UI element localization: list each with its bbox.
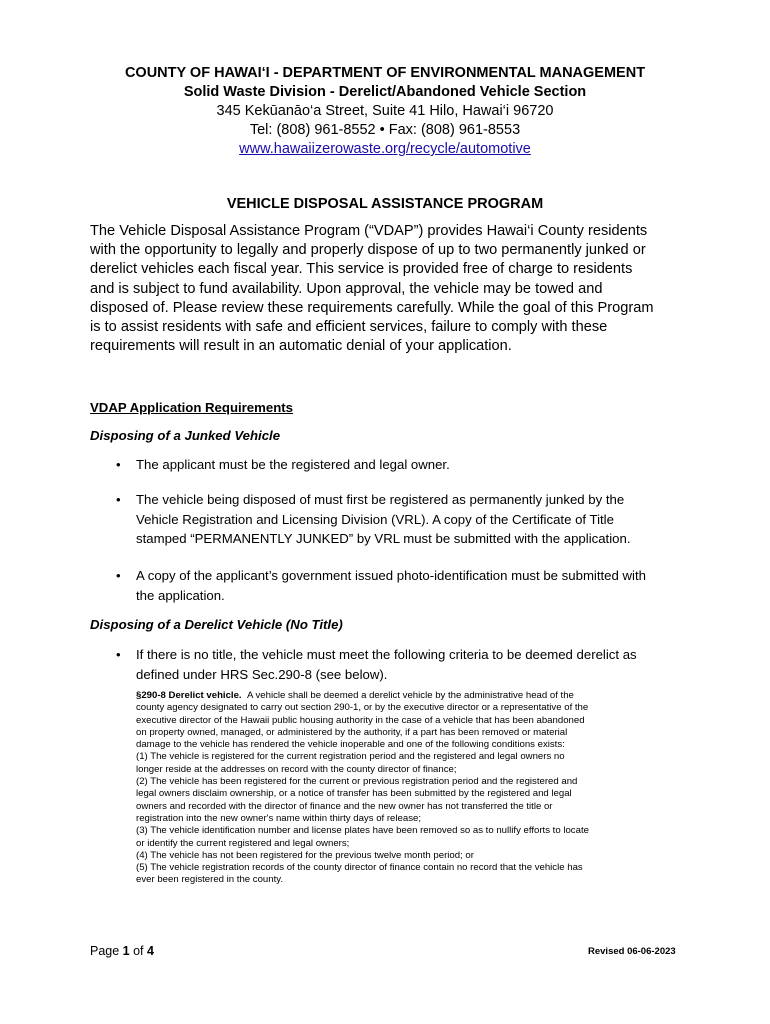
statute-line — [136, 690, 682, 702]
intro-line: requirements will result in an automatic denial of your application. — [90, 338, 512, 355]
statute-excerpt — [136, 690, 682, 887]
statute-line-text: A vehicle shall be deemed a derelict vehicle by the administrative head of the — [246, 690, 574, 701]
statute-line: owners and recorded with the director of finance and the new owner has not transferred the title or — [136, 800, 553, 812]
intro-line: derelict vehicles each fiscal year. This service is provided free of charge to residents — [90, 261, 633, 278]
website-link[interactable]: www.hawaiizerowaste.org/recycle/automotive — [239, 141, 531, 157]
intro-line: disposed of. Please review these requirements carefully. While the goal of this Program — [90, 299, 654, 316]
division-name: Solid Waste Division - Derelict/Abandoned Vehicle Section — [183, 84, 587, 100]
junked-vehicle-heading: Disposing of a Junked Vehicle — [90, 428, 281, 443]
page-total: 4 — [147, 944, 154, 958]
derelict-vehicle-heading: Disposing of a Derelict Vehicle (No Title) — [90, 617, 343, 632]
statute-line: registration into the new owner's name within thirty days of release; — [136, 812, 421, 824]
department-name: COUNTY OF HAWAI‘I - DEPARTMENT OF ENVIRONMENTAL MANAGEMENT — [124, 65, 646, 81]
page-of-label: of — [129, 944, 147, 958]
statute-line: longer reside at the addresses on record with the county director of finance; — [136, 763, 457, 775]
page-current: 1 — [122, 944, 130, 958]
bullet-line: the application. — [136, 587, 225, 603]
letterhead — [0, 64, 770, 159]
statute-line: ever been registered in the county. — [136, 874, 284, 886]
bullet-icon: • — [116, 647, 121, 662]
bullet-line: stamped “PERMANENTLY JUNKED” by VRL must be submitted with the application. — [136, 531, 631, 546]
intro-paragraph — [90, 222, 690, 356]
statute-line: (2) The vehicle has been registered for the current or previous registration period and the registered and — [136, 776, 578, 788]
statute-line: on property owned, managed, or administered by the authority, if a part has been removed or material — [136, 726, 568, 738]
page-label: Page — [90, 944, 123, 958]
bullet-line: The applicant must be the registered and legal owner. — [136, 457, 450, 472]
bullet-line: A copy of the applicant’s government issued photo-identification must be submitted with — [136, 568, 646, 583]
revision-date: Revised 06-06-2023 — [588, 946, 676, 957]
requirements-heading: VDAP Application Requirements — [90, 400, 293, 415]
bullet-line: defined under HRS Sec.290-8 (see below). — [136, 666, 388, 682]
statute-title: §290-8 Derelict vehicle. — [136, 690, 242, 701]
office-address: 345 Kekūanāo‘a Street, Suite 41 Hilo, Hawai‘i 96720 — [216, 103, 554, 119]
intro-line: and is subject to fund availability. Upon approval, the vehicle may be towed and — [90, 280, 603, 297]
statute-line: (5) The vehicle registration records of the county director of finance contain no record that the vehicle has — [136, 862, 583, 874]
bullet-icon: • — [116, 568, 121, 583]
bullet-icon: • — [116, 492, 121, 507]
statute-line: (1) The vehicle is registered for the current registration period and the registered and legal owners no — [136, 751, 565, 763]
statute-line: (3) The vehicle identification number and license plates have been removed so as to nullify efforts to locate — [136, 825, 589, 837]
statute-line: executive director of the Hawaii public housing authority in the case of a vehicle that has been abandoned — [136, 714, 585, 726]
program-title: VEHICLE DISPOSAL ASSISTANCE PROGRAM — [226, 196, 544, 212]
bullet-line: The vehicle being disposed of must first be registered as permanently junked by the — [136, 492, 625, 507]
intro-line: with the opportunity to legally and properly dispose of up to two permanently junked or — [90, 242, 646, 259]
statute-line: county agency designated to carry out section 290-1, or by the executive director or a representative of the — [136, 702, 589, 714]
intro-line: The Vehicle Disposal Assistance Program (“VDAP”) provides Hawai‘i County residents — [90, 223, 648, 239]
bullet-line: If there is no title, the vehicle must meet the following criteria to be deemed derelict as — [136, 647, 637, 662]
contact-numbers: Tel: (808) 961-8552 • Fax: (808) 961-8553 — [249, 122, 521, 138]
bullet-icon: • — [116, 457, 121, 472]
statute-line: damage to the vehicle has rendered the vehicle inoperable and one of the following conditions exists: — [136, 739, 565, 751]
statute-line: or identify the current registered and legal owners; — [136, 837, 350, 849]
intro-line: is to assist residents with safe and efficient services, failure to comply with these — [90, 319, 608, 336]
statute-line: (4) The vehicle has not been registered for the previous twelve month period; or — [136, 849, 474, 861]
bullet-line: Vehicle Registration and Licensing Division (VRL). A copy of the Certificate of Title — [136, 511, 614, 527]
statute-line: legal owners disclaim ownership, or a notice of transfer has been submitted by the registered and legal — [136, 788, 572, 800]
page-number — [90, 944, 154, 958]
